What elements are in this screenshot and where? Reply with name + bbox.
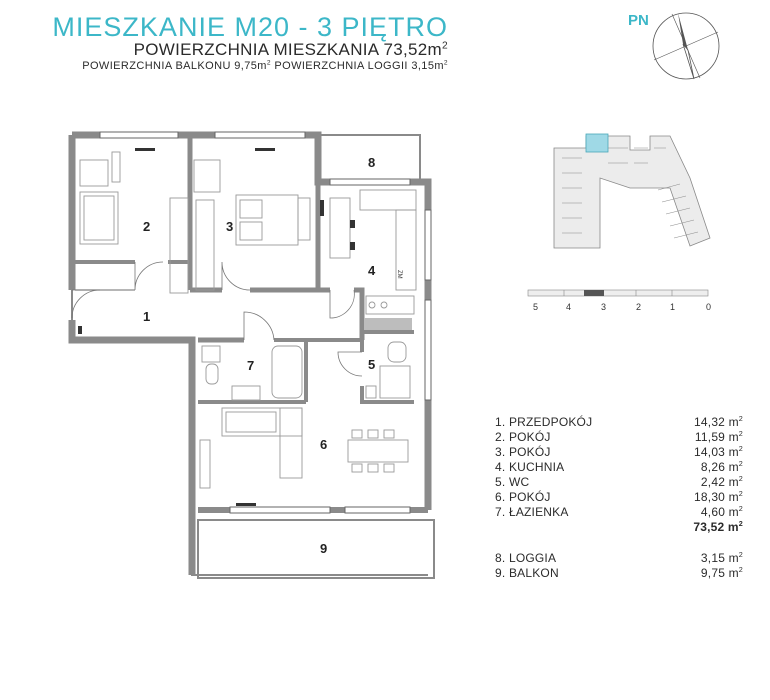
floor-label: 0 [706, 302, 712, 312]
current-floor-marker [584, 290, 604, 296]
meter-cabinet-label: ZM [396, 270, 402, 279]
room-label-4: 4 [368, 263, 376, 278]
floor-label: 1 [670, 302, 676, 312]
floor-label: 3 [601, 302, 607, 312]
floor-indicator [520, 280, 720, 316]
outdoor-row: 9. BALKON 9,75 $m^2$ [495, 565, 743, 580]
room-row: 7. ŁAZIENKA 4,60 $m^2$ [495, 504, 743, 519]
room-row: 2. POKÓJ 11,59 $m^2$ [495, 429, 743, 444]
room-label-6: 6 [320, 437, 328, 452]
room-row: 3. POKÓJ 14,03 $m^2$ [495, 444, 743, 459]
room-area-list [495, 415, 743, 581]
apartment-highlight [586, 134, 608, 152]
room-row: 6. POKÓJ 18,30 $m^2$ [495, 489, 743, 504]
room-label-5: 5 [368, 357, 376, 372]
room-label-1: 1 [143, 309, 151, 324]
outdoor-row: 8. LOGGIA 3,15 $m^2$ [495, 550, 743, 565]
room-row: 5. WC 2,42 $m^2$ [495, 474, 743, 489]
room-label-2: 2 [143, 219, 151, 234]
floor-label: 5 [533, 302, 539, 312]
room-label-7: 7 [247, 358, 255, 373]
balcony-loggia-area: POWIERZCHNIA BALKONU $9,75m^2$ POWIERZCHNIA LOGGII $3,15m^2$ [82, 59, 448, 72]
room-row: 4. KUCHNIA 8,26 $m^2$ [495, 459, 743, 474]
floor-label: 4 [566, 302, 572, 312]
floor-label: 2 [636, 302, 642, 312]
total-area-row: 73,52 $m^2$ [693, 519, 743, 534]
building-locator [530, 128, 720, 268]
apartment-title: MIESZKANIE M20 - 3 PIĘTRO [52, 12, 448, 42]
room-label-9: 9 [320, 541, 328, 556]
room-row: 1. PRZEDPOKÓJ 14,32 $m^2$ [495, 414, 743, 429]
north-label: PN [628, 12, 649, 29]
room-label-8: 8 [368, 155, 376, 170]
apartment-area: POWIERZCHNIA MIESZKANIA $73,52m^2$ [133, 40, 448, 59]
compass-icon [650, 10, 722, 82]
room-label-3: 3 [226, 219, 234, 234]
